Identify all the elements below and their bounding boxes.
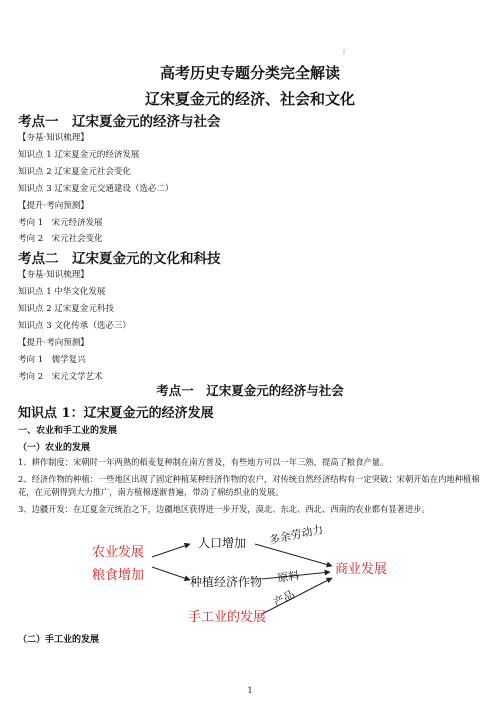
arrow-product xyxy=(262,578,332,614)
corner-mark: | xyxy=(343,48,346,55)
outline-line: 【夯基·知识梳理】 xyxy=(18,270,89,280)
arrow-to-population xyxy=(152,544,190,557)
node-agri-dev: 农业发展 xyxy=(92,545,145,560)
outline-line: 考向 2 宋元社会变化 xyxy=(18,234,103,244)
outline-line: 考向 1 宋元经济发展 xyxy=(18,218,103,228)
node-population: 人口增加 xyxy=(198,536,247,550)
outline-heading-1: 考点一 辽宋夏金元的经济与社会 xyxy=(18,114,221,130)
doc-title: 高考历史专题分类完全解读 xyxy=(159,64,340,82)
subheading-2: （一）农业的发展 xyxy=(18,443,91,453)
section-heading: 考点一 辽宋夏金元的经济与社会 xyxy=(156,383,344,398)
outline-line: 【夯基·知识梳理】 xyxy=(18,133,89,143)
outline-line: 知识点 3 文化传承（选必三） xyxy=(18,321,131,331)
outline-line: 考向 1 儒学复兴 xyxy=(18,355,86,365)
outline-line: 知识点 1 辽宋夏金元的经济发展 xyxy=(18,150,140,160)
paragraph-2: 2、经济作物的种植：一些地区出现了固定种植某种经济作物的农户，对传统自然经济结构有一定突破；宋朝开始在内地种植棉花，在元朝得到大力推广，南方植棉逐渐普遍，带动了棉纺织业的发展。 xyxy=(18,474,480,497)
subheading-1: 一、农业和手工业的发展 xyxy=(18,426,118,436)
outline-line: 【提升·考向预测】 xyxy=(18,338,89,348)
outline-line: 知识点 2 辽宋夏金元科技 xyxy=(18,304,114,314)
node-grain-increase: 粮食增加 xyxy=(92,568,145,583)
node-commerce: 商业发展 xyxy=(335,562,388,577)
economy-flow-diagram xyxy=(0,522,500,632)
doc-subtitle: 辽宋夏金元的经济、社会和文化 xyxy=(144,90,355,108)
outline-line: 知识点 1 中华文化发展 xyxy=(18,287,106,297)
subheading-3: （二）手工业的发展 xyxy=(18,635,100,645)
outline-line: 知识点 2 辽宋夏金元社会变化 xyxy=(18,167,131,177)
paragraph-3: 3、边疆开发：在辽夏金元统治之下，边疆地区获得进一步开发，漠北、东北、西北、西南的农业都有显著进步。 xyxy=(18,504,430,514)
outline-heading-2: 考点二 辽宋夏金元的文化和科技 xyxy=(18,251,221,267)
node-handicraft: 手工业的发展 xyxy=(188,610,267,625)
outline-line: 知识点 3 辽宋夏金元交通建设（选必二） xyxy=(18,184,174,194)
arrow-labor xyxy=(255,544,332,566)
outline-line: 【提升·考向预测】 xyxy=(18,201,89,211)
paragraph-1: 1、耕作制度：宋朝时一年两熟的稻麦复种制在南方普及，有些地方可以一年三熟，提高了粮食产量。 xyxy=(18,457,389,467)
edge-label-product: 产品 xyxy=(271,587,297,610)
edge-label-material: 原料 xyxy=(276,569,301,585)
page-number: 1 xyxy=(247,686,253,695)
node-cash-crops: 种植经济作物 xyxy=(190,575,263,589)
knowledge-heading: 知识点 1：辽宋夏金元的经济发展 xyxy=(18,406,214,421)
arrow-to-cash-crops xyxy=(152,567,190,580)
outline-line: 考向 2 宋元文学艺术 xyxy=(18,372,103,382)
edge-label-labor: 多余劳动力 xyxy=(267,522,325,547)
